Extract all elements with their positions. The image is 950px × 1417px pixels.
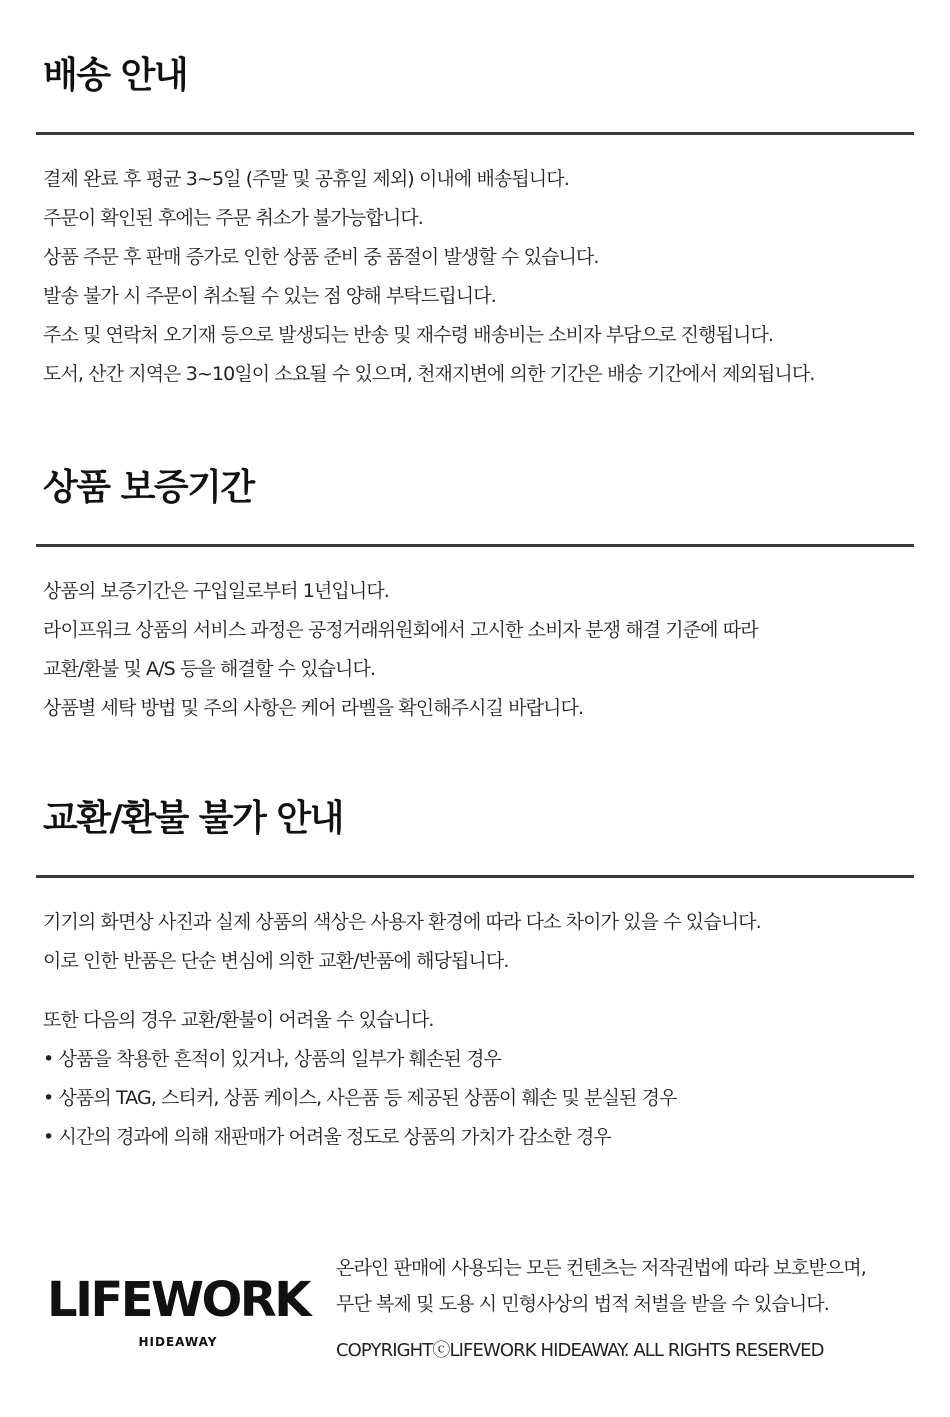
footer-notice (336, 1250, 926, 1367)
info-line: 상품별 세탁 방법 및 주의 사항은 케어 라벨을 확인해주시길 바랍니다. (43, 697, 584, 719)
refund-exception-list (43, 1001, 677, 1157)
logo-subtext: HIDEAWAY (138, 1335, 218, 1349)
section-title: 교환/환불 불가 안내 (43, 798, 343, 839)
info-line: 주문이 확인된 후에는 주문 취소가 불가능합니다. (43, 207, 423, 229)
info-line: 상품 주문 후 판매 증가로 인한 상품 준비 중 품절이 발생할 수 있습니다. (43, 246, 599, 268)
info-line: 교환/환불 및 A/S 등을 해결할 수 있습니다. (43, 658, 376, 680)
section-divider (36, 544, 914, 547)
exception-item: • 상품의 TAG, 스티커, 상품 케이스, 사은품 등 제공된 상품이 훼손 및 분실된 경우 (43, 1087, 677, 1109)
section-title: 상품 보증기간 (43, 467, 254, 508)
info-line: 주소 및 연락처 오기재 등으로 발생되는 반송 및 재수령 배송비는 소비자 부담으로 진행됩니다. (43, 324, 774, 346)
info-line: 도서, 산간 지역은 3~10일이 소요될 수 있으며, 천재지변에 의한 기간은 배송 기간에서 제외됩니다. (43, 363, 815, 385)
logo-wordmark: LIFEWORK (47, 1272, 309, 1328)
warranty-info-list (43, 572, 758, 728)
lifework-logo (40, 1266, 316, 1350)
info-line: 상품의 보증기간은 구입일로부터 1년입니다. (43, 580, 389, 602)
info-line: 결제 완료 후 평균 3~5일 (주말 및 공휴일 제외) 이내에 배송됩니다. (43, 168, 569, 190)
brand-logo (40, 1266, 316, 1350)
info-line: 기기의 화면상 사진과 실제 상품의 색상은 사용자 환경에 따라 다소 차이가 있을 수 있습니다. (43, 911, 761, 933)
copyright-notice-line: 무단 복제 및 도용 시 민형사상의 법적 처벌을 받을 수 있습니다. (336, 1293, 829, 1315)
section-title: 배송 안내 (43, 55, 188, 96)
exception-intro: 또한 다음의 경우 교환/환불이 어려울 수 있습니다. (43, 1009, 434, 1031)
section-divider (36, 875, 914, 878)
copyright-text: COPYRIGHTⓒLIFEWORK HIDEAWAY. ALL RIGHTS RESERVED (336, 1340, 824, 1361)
info-line: 라이프워크 상품의 서비스 과정은 공정거래위원회에서 고시한 소비자 분쟁 해결 기준에 따라 (43, 619, 758, 641)
exception-item: • 상품을 착용한 흔적이 있거나, 상품의 일부가 훼손된 경우 (43, 1048, 502, 1070)
copyright-notice-line: 온라인 판매에 사용되는 모든 컨텐츠는 저작권법에 따라 보호받으며, (336, 1257, 866, 1279)
delivery-info-list (43, 160, 814, 394)
refund-info-list (43, 903, 761, 981)
exception-item: • 시간의 경과에 의해 재판매가 어려울 정도로 상품의 가치가 감소한 경우 (43, 1126, 611, 1148)
info-line: 이로 인한 반품은 단순 변심에 의한 교환/반품에 해당됩니다. (43, 950, 509, 972)
section-divider (36, 132, 914, 135)
info-line: 발송 불가 시 주문이 취소될 수 있는 점 양해 부탁드립니다. (43, 285, 496, 307)
